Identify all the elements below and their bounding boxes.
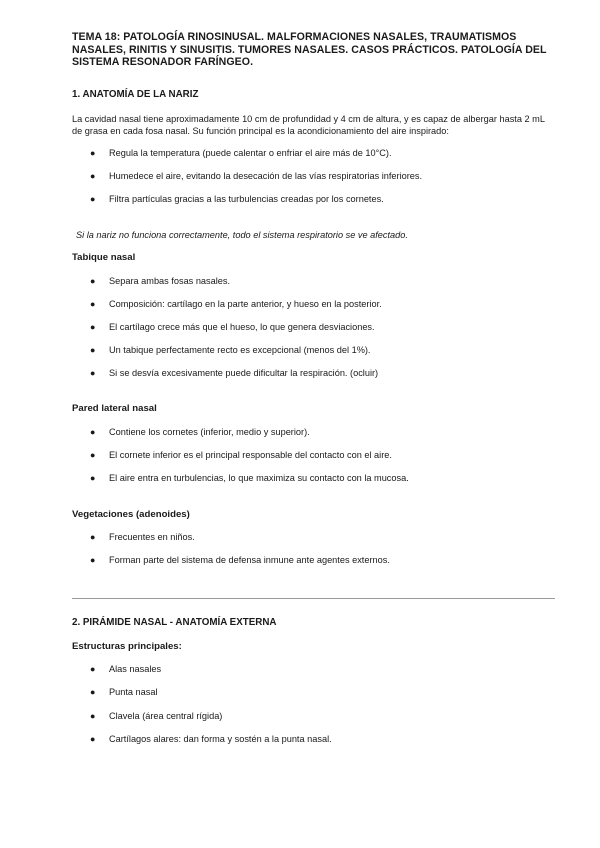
vegetaciones-heading: Vegetaciones (adenoides) bbox=[72, 509, 190, 520]
section-1-heading: 1. ANATOMÍA DE LA NARIZ bbox=[72, 89, 199, 100]
estructuras-heading: Estructuras principales: bbox=[72, 641, 182, 652]
bullet-icon: ● bbox=[90, 171, 96, 181]
bullet-icon: ● bbox=[90, 427, 96, 437]
section-1-intro: La cavidad nasal tiene aproximadamente 10 cm de profundidad y 4 cm de altura, y es capaz de albergar hasta 2 mL de grasa en cada fosa nasal. Su función principal es la acondicionamiento del aire inspirado: bbox=[72, 114, 545, 137]
bullet-icon: ● bbox=[90, 734, 96, 744]
tabique-heading: Tabique nasal bbox=[72, 252, 136, 263]
document-page: TEMA 18: PATOLOGÍA RINOSINUSAL. MALFORMACIONES NASALES, TRAUMATISMOS NASALES, RINITIS Y SINUSITIS. TUMORES NASALES. CASOS PRÁCTICOS. PATOLOGÍA DEL SISTEMA RESONADOR FARÍNGEO. 1. ANATOMÍA DE LA NARIZ La cavidad nasal tiene aproximadamente 10 cm de profundidad y 4 cm de altura, y es capaz de albergar hasta 2 mL de grasa en cada fosa nasal. Su función principal es la acondicionamiento del aire inspirado: ● Regula la temperatura (puede calentar o enfriar el aire más de 10°C). ● Humedece el aire, evitando la desecación de las vías respiratorias inferiores. ● Filtra partículas gracias a las turbulencias creadas por los cornetes. Si la nariz no funciona correctamente, todo el sistema respiratorio se ve afectado. Tabique nasal ● Separa ambas fosas nasales. ● Composición: cartílago en la parte anterior, y hueso en la posterior. ● El cartílago crece más que el hueso, lo que genera desviaciones. ● Un tabique perfectamente recto es excepcional (menos del 1%). ● Si se desvía excesivamente puede dificultar la respiración. (ocluir) Pared lateral nasal ● Contiene los cornetes (inferior, medio y superior). ● El cornete inferior es el principal responsable del contacto con el aire. ● El aire entra en turbulencias, lo que maximiza su contacto con la mucosa. Vegetaciones (adenoides) ● Frecuentes en niños. ● Forman parte del sistema de defensa inmune ante agentes externos. 2. PIRÁMIDE NASAL - ANATOMÍA EXTERNA Estructuras principales: ● Alas nasales ● Punta nasal ● Clavela (área central rígida) ● Cartílagos alares: dan forma y sostén a la punta nasal. bbox=[72, 31, 556, 69]
emphasis-note: Si la nariz no funciona correctamente, todo el sistema respiratorio se ve afectado. bbox=[76, 230, 408, 240]
bullet-icon: ● bbox=[90, 711, 96, 721]
bullet-icon: ● bbox=[90, 687, 96, 697]
bullet-icon: ● bbox=[90, 532, 96, 542]
bullet-icon: ● bbox=[90, 473, 96, 483]
bullet-icon: ● bbox=[90, 299, 96, 309]
bullet-icon: ● bbox=[90, 148, 96, 158]
bullet-icon: ● bbox=[90, 194, 96, 204]
bullet-icon: ● bbox=[90, 322, 96, 332]
bullet-icon: ● bbox=[90, 368, 96, 378]
section-divider bbox=[72, 598, 555, 599]
bullet-icon: ● bbox=[90, 450, 96, 460]
bullet-icon: ● bbox=[90, 555, 96, 565]
pared-lateral-heading: Pared lateral nasal bbox=[72, 403, 157, 414]
document-title: TEMA 18: PATOLOGÍA RINOSINUSAL. MALFORMACIONES NASALES, TRAUMATISMOS NASALES, RINITIS Y SINUSITIS. TUMORES NASALES. CASOS PRÁCTICOS. PATOLOGÍA DEL SISTEMA RESONADOR FARÍNGEO. bbox=[72, 31, 547, 69]
section-2-heading: 2. PIRÁMIDE NASAL - ANATOMÍA EXTERNA bbox=[72, 617, 277, 628]
bullet-icon: ● bbox=[90, 664, 96, 674]
bullet-icon: ● bbox=[90, 345, 96, 355]
bullet-icon: ● bbox=[90, 276, 96, 286]
